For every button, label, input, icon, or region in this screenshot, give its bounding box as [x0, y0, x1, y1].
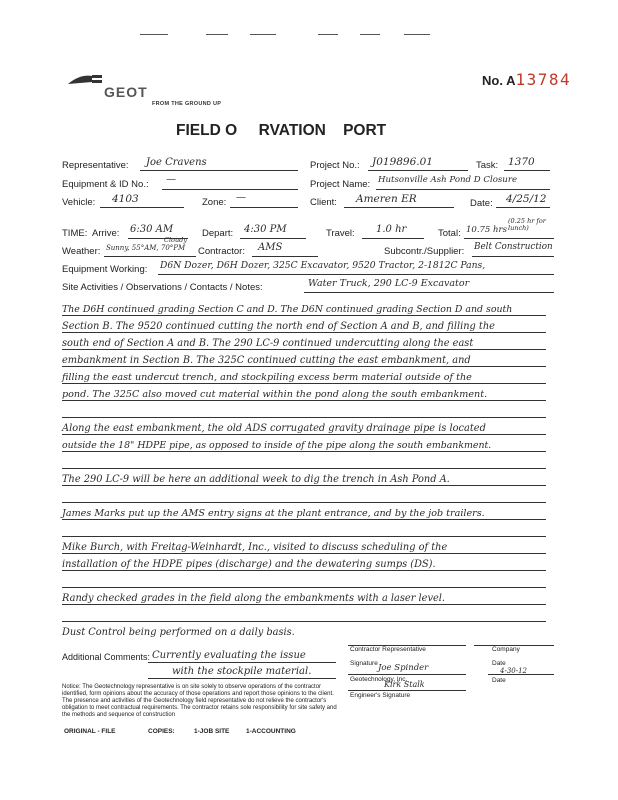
- additional-value-1: Currently evaluating the issue: [152, 650, 306, 661]
- note-rule: [62, 468, 546, 469]
- site-activities-first-line: Water Truck, 290 LC-9 Excavator: [308, 278, 470, 289]
- project-no-value: J019896.01: [372, 156, 433, 168]
- note-line-text: James Marks put up the AMS entry signs at the plant entrance, and by the job trailers.: [62, 508, 485, 519]
- vehicle-value: 4103: [112, 193, 139, 205]
- copies-label: COPIES:: [148, 728, 175, 735]
- top-mark: [360, 34, 380, 35]
- equipment-field: [162, 177, 298, 190]
- note-line-text: Mike Burch, with Freitag-Weinhardt, Inc., visited to discuss scheduling of the: [62, 542, 448, 553]
- date-label: Date:: [470, 198, 493, 209]
- company-label: Company: [492, 646, 520, 653]
- note-line-text: Section B. The 9520 continued cutting the north end of Section A and B, and filling the: [62, 321, 495, 332]
- note-line-text: Dust Control being performed on a daily basis.: [62, 627, 295, 638]
- zone-value: —: [236, 192, 246, 203]
- note-rule: [62, 332, 546, 333]
- note-line-text: south end of Section A and B. The 290 LC-9 continued undercutting along the east: [62, 338, 474, 349]
- project-name-value: Hutsonville Ash Pond D Closure: [378, 175, 518, 185]
- note-rule: [62, 570, 546, 571]
- date-label-engineer: Date: [492, 677, 506, 684]
- equipment-value: —: [166, 174, 176, 185]
- depart-value: 4:30 PM: [244, 224, 287, 235]
- original-file-label: ORIGINAL - FILE: [64, 728, 116, 735]
- top-mark: [140, 34, 168, 35]
- total-value: 10.75 hrs: [466, 225, 507, 235]
- note-line-text: The D6H continued grading Section C and D. The D6N continued grading Section D and south: [62, 304, 513, 315]
- total-note: (0.25 hr for lunch): [508, 217, 546, 232]
- additional-line-1: [148, 662, 336, 663]
- copy-job-site: 1-JOB SITE: [194, 728, 230, 735]
- note-rule: [62, 417, 546, 418]
- arrive-value: 6:30 AM: [130, 224, 174, 235]
- form-number-label: No. A: [482, 73, 516, 88]
- weather-value: Sunny, 55°AM, 70°PM: [106, 244, 186, 252]
- travel-label: Travel:: [326, 228, 355, 239]
- note-line-text: embankment in Section B. The 325C continued cutting the east embankment, and: [62, 355, 471, 366]
- note-rule: [62, 485, 546, 486]
- depart-label: Depart:: [202, 228, 234, 239]
- note-rule: [62, 502, 546, 503]
- note-line-text: outside the 18" HDPE pipe, as opposed to inside of the pipe along the south embankment.: [62, 440, 492, 451]
- copy-accounting: 1-ACCOUNTING: [246, 728, 296, 735]
- project-name-label: Project Name:: [310, 179, 371, 190]
- additional-comments-label: Additional Comments:: [62, 652, 151, 662]
- note-rule: [62, 604, 546, 605]
- site-activities-label: Site Activities / Observations / Contacts / Notes:: [62, 282, 263, 293]
- client-value: Ameren ER: [356, 193, 417, 205]
- weather-note: Cloudy: [164, 236, 187, 244]
- form-number: [482, 70, 571, 90]
- date-value: 4/25/12: [506, 193, 547, 205]
- signature-line: [348, 674, 466, 675]
- task-value: 1370: [508, 156, 535, 168]
- note-rule: [62, 451, 546, 452]
- client-label: Client:: [310, 197, 337, 208]
- note-rule: [62, 400, 546, 401]
- date-label-contractor: Date: [492, 660, 506, 667]
- engineer-signature: Kirk Stalk: [384, 680, 425, 689]
- vehicle-label: Vehicle:: [62, 197, 96, 208]
- travel-value: 1.0 hr: [376, 224, 407, 235]
- note-rule: [62, 536, 546, 537]
- note-rule: [62, 349, 546, 350]
- contractor-date: 4-30-12: [500, 667, 527, 675]
- time-label: TIME:: [62, 228, 88, 239]
- note-line-text: filling the east undercut trench, and stockpiling excess berm material outside of the: [62, 372, 472, 383]
- arrive-label: Arrive:: [92, 228, 120, 239]
- note-rule: [62, 621, 546, 622]
- note-rule: [62, 434, 546, 435]
- subcontr-label: Subcontr./Supplier:: [384, 246, 465, 257]
- note-rule: [62, 587, 546, 588]
- engineer-line: [348, 690, 466, 691]
- weather-label: Weather:: [62, 246, 101, 257]
- note-rule: [62, 383, 546, 384]
- top-mark: [318, 34, 338, 35]
- footer-notice: Notice: The Geotechnology representative is on site solely to observe operations of the contractor identified, form opinions about the accuracy of those operations and report those opinions to the client. The presence and activities of the Geotechnology field representative do not relieve the contractor's obligation to meet contractual requirements. The contractor retains sole responsibility for site safety and the methods and sequence of construction: [62, 684, 337, 718]
- project-no-label: Project No.:: [310, 160, 360, 171]
- logo-icon: [66, 72, 106, 86]
- note-line-text: The 290 LC-9 will be here an additional week to dig the trench in Ash Pond A.: [62, 474, 450, 485]
- contractor-value: AMS: [258, 242, 283, 253]
- note-rule: [62, 315, 546, 316]
- top-mark: [206, 34, 228, 35]
- note-rule: [62, 519, 546, 520]
- task-label: Task:: [476, 160, 499, 171]
- contractor-signature: Joe Spinder: [378, 663, 429, 673]
- top-mark: [250, 34, 276, 35]
- note-line-text: installation of the HDPE pipes (discharge) and the dewatering sumps (DS).: [62, 559, 436, 570]
- note-line-text: pond. The 325C also moved cut material within the pond along the south embankment.: [62, 389, 488, 400]
- equipment-working-label: Equipment Working:: [62, 264, 148, 275]
- contractor-label: Contractor:: [198, 246, 245, 257]
- logo-text: GEOT: [104, 84, 148, 100]
- top-mark: [404, 34, 430, 35]
- equipment-label: Equipment & ID No.:: [62, 179, 149, 190]
- page-title: FIELD O RVATION PORT: [176, 122, 387, 139]
- subcontr-value: Belt Construction: [474, 242, 553, 252]
- note-rule: [62, 366, 546, 367]
- representative-value: Joe Cravens: [146, 157, 207, 168]
- total-label: Total:: [438, 228, 461, 239]
- note-line-text: Along the east embankment, the old ADS corrugated gravity drainage pipe is located: [62, 423, 486, 434]
- engineer-signature-label: Engineer's Signature: [350, 692, 411, 699]
- note-line-text: Randy checked grades in the field along the embankments with a laser level.: [62, 593, 446, 604]
- logo-tagline: FROM THE GROUND UP: [152, 101, 222, 107]
- zone-label: Zone:: [202, 197, 227, 208]
- additional-line-2: [148, 678, 336, 679]
- representative-label: Representative:: [62, 160, 129, 171]
- signature-label: Signature: [350, 660, 378, 667]
- additional-value-2: with the stockpile material.: [172, 666, 312, 677]
- form-number-value: 13784: [515, 70, 572, 89]
- contractor-rep-label: Contractor Representative: [350, 646, 426, 653]
- note-rule: [62, 553, 546, 554]
- geotech-label: Geotechnology, Inc.: [350, 676, 408, 683]
- equipment-working-value: D6N Dozer, D6H Dozer, 325C Excavator, 9520 Tractor, 2-1812C Pans,: [160, 260, 486, 271]
